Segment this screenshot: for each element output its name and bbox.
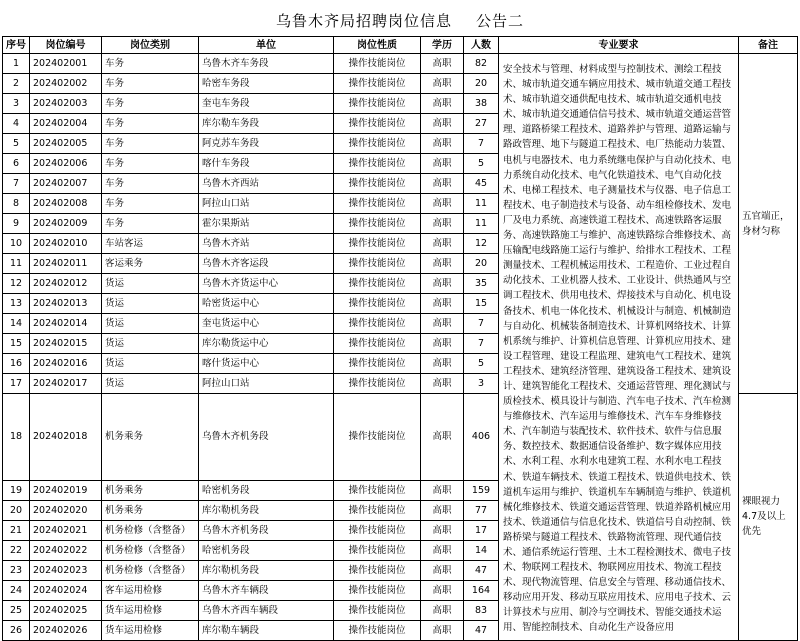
row-category: 车务 xyxy=(102,74,199,94)
row-seq: 2 xyxy=(3,74,30,94)
row-count: 35 xyxy=(464,274,499,294)
row-category: 货运 xyxy=(102,354,199,374)
row-category: 机务乘务 xyxy=(102,500,199,520)
row-nature: 操作技能岗位 xyxy=(334,540,421,560)
row-unit: 奎屯车务段 xyxy=(199,94,334,114)
row-education: 高职 xyxy=(421,174,464,194)
row-count: 7 xyxy=(464,314,499,334)
row-education: 高职 xyxy=(421,394,464,481)
row-count: 15 xyxy=(464,294,499,314)
row-count: 27 xyxy=(464,114,499,134)
row-unit: 阿拉山口站 xyxy=(199,194,334,214)
row-education: 高职 xyxy=(421,620,464,640)
row-seq: 3 xyxy=(3,94,30,114)
row-category: 货车运用检修 xyxy=(102,600,199,620)
row-count: 406 xyxy=(464,394,499,481)
row-seq: 10 xyxy=(3,234,30,254)
row-seq: 16 xyxy=(3,354,30,374)
row-education: 高职 xyxy=(421,560,464,580)
row-education: 高职 xyxy=(421,354,464,374)
row-nature: 操作技能岗位 xyxy=(334,354,421,374)
row-unit: 哈密机务段 xyxy=(199,540,334,560)
row-category: 客运乘务 xyxy=(102,254,199,274)
row-nature: 操作技能岗位 xyxy=(334,134,421,154)
row-code: 202402009 xyxy=(30,214,102,234)
page-title xyxy=(0,8,800,34)
row-code: 202402010 xyxy=(30,234,102,254)
row-code: 202402017 xyxy=(30,374,102,394)
row-seq: 5 xyxy=(3,134,30,154)
header-code: 岗位编号 xyxy=(30,37,102,54)
row-nature: 操作技能岗位 xyxy=(334,600,421,620)
row-unit: 库尔勒车务段 xyxy=(199,114,334,134)
row-seq: 24 xyxy=(3,580,30,600)
row-nature: 操作技能岗位 xyxy=(334,620,421,640)
row-education: 高职 xyxy=(421,540,464,560)
row-unit: 阿克苏车务段 xyxy=(199,134,334,154)
row-count: 17 xyxy=(464,520,499,540)
row-unit: 库尔勒车辆段 xyxy=(199,620,334,640)
row-unit: 库尔勒货运中心 xyxy=(199,334,334,354)
row-code: 202402012 xyxy=(30,274,102,294)
row-seq: 15 xyxy=(3,334,30,354)
row-education: 高职 xyxy=(421,94,464,114)
row-category: 车务 xyxy=(102,154,199,174)
row-code: 202402025 xyxy=(30,600,102,620)
requirement-cell: 安全技术与管理、材料成型与控制技术、测绘工程技术、城市轨道交通车辆应用技术、城市轨道交通工程技术、城市轨道交通供配电技术、城市轨道交通机电技术、城市轨道交通通信信号技术、城市轨道交通运营管理、道路桥梁工程技术、道路养护与管理、道路运输与路政管理、地下与隧道工程技术、电厂热能动力装置、电机与电器技术、电力系统继电保护与自动化技术、电力系统自动化技术、电气化铁道技术、电气自动化技术、电梯工程技术、电子测量技术与仪器、电子信息工程技术、电子制造技术与设备、动车组检修技术、发电厂及电力系统、高速铁道工程技术、高速铁路客运服务、高速铁路施工与维护、高速铁路综合维修技术、高压输配电线路施工运行与维护、给排水工程技术、工程测量技术、工程机械运用技术、工程造价、工业过程自动化技术、工业机器人技术、工业设计、供热通风与空调工程技术、供用电技术、焊接技术与自动化、机电设备技术、机电一体化技术、机械设计与制造、机械制造与自动化、机械装备制造技术、计算机网络技术、计算机系统与维护、计算机信息管理、计算机应用技术、建设工程管理、建设工程监理、建筑电气工程技术、建筑工程技术、建筑经济管理、建筑设备工程技术、建筑设计、建筑智能化工程技术、交通运营管理、理化测试与质检技术、模具设计与制造、汽车电子技术、汽车检测与维修技术、汽车运用与维修技术、汽车车身维修技术、汽车制造与装配技术、软件技术、软件与信息服务、数控技术、数据通信设备维护、数字媒体应用技术、水利工程、水利水电建筑工程、水利水电工程技术、铁道车辆技术、铁道工程技术、铁道供电技术、铁道机车运用与维护、铁道机车车辆制造与维护、铁道机械化维修技术、铁道交通运营管理、铁道养路机械应用技术、铁道通信与信息化技术、铁道信号自动控制、铁路桥梁与隧道工程技术、铁路物流管理、现代通信技术、通信系统运行管理、土木工程检测技术、微电子技术、物联网工程技术、物联网应用技术、物流工程技术、现代物流管理、信息安全与管理、移动通信技术、移动应用开发、移动互联应用技术、应用电子技术、云计算技术与应用、制冷与空调技术、智能交通技术运用、智能控制技术、自动化生产设备应用 xyxy=(499,54,739,641)
row-education: 高职 xyxy=(421,214,464,234)
row-category: 车务 xyxy=(102,194,199,214)
row-code: 202402006 xyxy=(30,154,102,174)
row-code: 202402014 xyxy=(30,314,102,334)
row-unit: 乌鲁木齐车辆段 xyxy=(199,580,334,600)
row-nature: 操作技能岗位 xyxy=(334,480,421,500)
header-remark: 备注 xyxy=(739,37,798,54)
row-seq: 20 xyxy=(3,500,30,520)
row-seq: 12 xyxy=(3,274,30,294)
row-nature: 操作技能岗位 xyxy=(334,254,421,274)
row-count: 7 xyxy=(464,334,499,354)
row-seq: 22 xyxy=(3,540,30,560)
header-nature: 岗位性质 xyxy=(334,37,421,54)
row-code: 202402022 xyxy=(30,540,102,560)
row-education: 高职 xyxy=(421,134,464,154)
row-unit: 乌鲁木齐客运段 xyxy=(199,254,334,274)
row-unit: 乌鲁木齐车务段 xyxy=(199,54,334,74)
row-unit: 乌鲁木齐西站 xyxy=(199,174,334,194)
row-nature: 操作技能岗位 xyxy=(334,394,421,481)
row-code: 202402018 xyxy=(30,394,102,481)
row-education: 高职 xyxy=(421,154,464,174)
row-education: 高职 xyxy=(421,480,464,500)
row-code: 202402008 xyxy=(30,194,102,214)
jobs-table xyxy=(2,36,798,641)
row-count: 11 xyxy=(464,214,499,234)
row-code: 202402004 xyxy=(30,114,102,134)
row-education: 高职 xyxy=(421,234,464,254)
row-seq: 17 xyxy=(3,374,30,394)
row-category: 车务 xyxy=(102,214,199,234)
row-education: 高职 xyxy=(421,500,464,520)
header-requirement: 专业要求 xyxy=(499,37,739,54)
row-nature: 操作技能岗位 xyxy=(334,334,421,354)
row-unit: 喀什货运中心 xyxy=(199,354,334,374)
header-count: 人数 xyxy=(464,37,499,54)
row-category: 货运 xyxy=(102,334,199,354)
row-education: 高职 xyxy=(421,580,464,600)
row-seq: 19 xyxy=(3,480,30,500)
row-category: 车务 xyxy=(102,174,199,194)
row-seq: 21 xyxy=(3,520,30,540)
row-category: 货运 xyxy=(102,274,199,294)
row-count: 164 xyxy=(464,580,499,600)
row-count: 47 xyxy=(464,560,499,580)
row-count: 159 xyxy=(464,480,499,500)
row-nature: 操作技能岗位 xyxy=(334,174,421,194)
row-count: 7 xyxy=(464,134,499,154)
row-count: 83 xyxy=(464,600,499,620)
header-category: 岗位类别 xyxy=(102,37,199,54)
row-category: 货运 xyxy=(102,374,199,394)
row-count: 20 xyxy=(464,74,499,94)
row-count: 20 xyxy=(464,254,499,274)
row-nature: 操作技能岗位 xyxy=(334,234,421,254)
row-education: 高职 xyxy=(421,114,464,134)
row-nature: 操作技能岗位 xyxy=(334,154,421,174)
row-unit: 喀什车务段 xyxy=(199,154,334,174)
row-count: 47 xyxy=(464,620,499,640)
row-category: 车务 xyxy=(102,134,199,154)
row-nature: 操作技能岗位 xyxy=(334,214,421,234)
row-code: 202402019 xyxy=(30,480,102,500)
row-code: 202402016 xyxy=(30,354,102,374)
row-nature: 操作技能岗位 xyxy=(334,314,421,334)
row-nature: 操作技能岗位 xyxy=(334,580,421,600)
row-unit: 乌鲁木齐站 xyxy=(199,234,334,254)
row-count: 14 xyxy=(464,540,499,560)
row-category: 货运 xyxy=(102,314,199,334)
row-nature: 操作技能岗位 xyxy=(334,114,421,134)
row-unit: 乌鲁木齐货运中心 xyxy=(199,274,334,294)
row-education: 高职 xyxy=(421,254,464,274)
row-code: 202402002 xyxy=(30,74,102,94)
row-education: 高职 xyxy=(421,520,464,540)
row-seq: 14 xyxy=(3,314,30,334)
row-code: 202402020 xyxy=(30,500,102,520)
row-education: 高职 xyxy=(421,600,464,620)
row-nature: 操作技能岗位 xyxy=(334,274,421,294)
row-seq: 26 xyxy=(3,620,30,640)
row-unit: 哈密货运中心 xyxy=(199,294,334,314)
row-category: 机务检修（含整备） xyxy=(102,520,199,540)
row-education: 高职 xyxy=(421,334,464,354)
row-code: 202402013 xyxy=(30,294,102,314)
row-code: 202402011 xyxy=(30,254,102,274)
row-category: 机务检修（含整备） xyxy=(102,560,199,580)
table-row xyxy=(3,54,798,74)
row-unit: 库尔勒机务段 xyxy=(199,560,334,580)
row-category: 机务乘务 xyxy=(102,480,199,500)
row-unit: 库尔勒机务段 xyxy=(199,500,334,520)
row-seq: 23 xyxy=(3,560,30,580)
row-seq: 8 xyxy=(3,194,30,214)
row-seq: 9 xyxy=(3,214,30,234)
row-code: 202402023 xyxy=(30,560,102,580)
row-nature: 操作技能岗位 xyxy=(334,94,421,114)
row-nature: 操作技能岗位 xyxy=(334,194,421,214)
title-notice: 公告二 xyxy=(476,12,525,30)
row-unit: 奎屯货运中心 xyxy=(199,314,334,334)
row-seq: 6 xyxy=(3,154,30,174)
row-seq: 11 xyxy=(3,254,30,274)
row-code: 202402005 xyxy=(30,134,102,154)
row-seq: 4 xyxy=(3,114,30,134)
header-row xyxy=(3,37,798,54)
row-unit: 哈密机务段 xyxy=(199,480,334,500)
row-category: 车站客运 xyxy=(102,234,199,254)
row-education: 高职 xyxy=(421,294,464,314)
row-count: 45 xyxy=(464,174,499,194)
row-count: 5 xyxy=(464,154,499,174)
row-unit: 霍尔果斯站 xyxy=(199,214,334,234)
row-category: 客车运用检修 xyxy=(102,580,199,600)
row-education: 高职 xyxy=(421,374,464,394)
row-seq: 18 xyxy=(3,394,30,481)
row-count: 11 xyxy=(464,194,499,214)
row-code: 202402015 xyxy=(30,334,102,354)
row-category: 货车运用检修 xyxy=(102,620,199,640)
row-category: 车务 xyxy=(102,114,199,134)
row-seq: 25 xyxy=(3,600,30,620)
header-seq: 序号 xyxy=(3,37,30,54)
row-unit: 乌鲁木齐机务段 xyxy=(199,394,334,481)
row-education: 高职 xyxy=(421,274,464,294)
row-nature: 操作技能岗位 xyxy=(334,560,421,580)
header-education: 学历 xyxy=(421,37,464,54)
row-nature: 操作技能岗位 xyxy=(334,374,421,394)
row-seq: 13 xyxy=(3,294,30,314)
row-category: 车务 xyxy=(102,94,199,114)
row-code: 202402001 xyxy=(30,54,102,74)
row-nature: 操作技能岗位 xyxy=(334,74,421,94)
row-unit: 阿拉山口站 xyxy=(199,374,334,394)
row-code: 202402026 xyxy=(30,620,102,640)
row-nature: 操作技能岗位 xyxy=(334,500,421,520)
row-count: 77 xyxy=(464,500,499,520)
row-seq: 1 xyxy=(3,54,30,74)
row-code: 202402007 xyxy=(30,174,102,194)
row-nature: 操作技能岗位 xyxy=(334,520,421,540)
remark-appearance: 五官端正，身材匀称 xyxy=(739,54,798,394)
row-nature: 操作技能岗位 xyxy=(334,54,421,74)
row-code: 202402003 xyxy=(30,94,102,114)
row-code: 202402021 xyxy=(30,520,102,540)
header-unit: 单位 xyxy=(199,37,334,54)
row-category: 货运 xyxy=(102,294,199,314)
row-count: 12 xyxy=(464,234,499,254)
title-main: 乌鲁木齐局招聘岗位信息 xyxy=(275,12,452,30)
row-code: 202402024 xyxy=(30,580,102,600)
row-category: 机务检修（含整备） xyxy=(102,540,199,560)
row-education: 高职 xyxy=(421,54,464,74)
row-count: 3 xyxy=(464,374,499,394)
row-unit: 乌鲁木齐机务段 xyxy=(199,520,334,540)
row-seq: 7 xyxy=(3,174,30,194)
row-category: 车务 xyxy=(102,54,199,74)
row-education: 高职 xyxy=(421,194,464,214)
row-education: 高职 xyxy=(421,314,464,334)
row-nature: 操作技能岗位 xyxy=(334,294,421,314)
row-count: 38 xyxy=(464,94,499,114)
remark-vision: 裸眼视力4.7及以上优先 xyxy=(739,394,798,641)
row-unit: 哈密车务段 xyxy=(199,74,334,94)
row-count: 5 xyxy=(464,354,499,374)
row-education: 高职 xyxy=(421,74,464,94)
row-unit: 乌鲁木齐西车辆段 xyxy=(199,600,334,620)
row-count: 82 xyxy=(464,54,499,74)
row-category: 机务乘务 xyxy=(102,394,199,481)
